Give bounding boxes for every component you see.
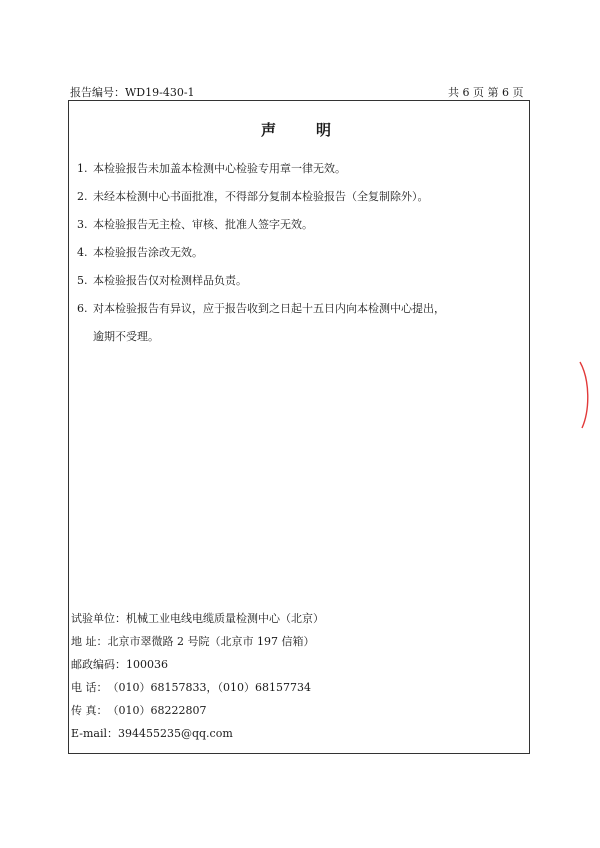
item-number: 6.: [77, 302, 88, 315]
list-item: [77, 245, 517, 260]
fax: [71, 703, 521, 726]
report-number: 报告编号：WD19-430-1: [70, 86, 195, 99]
item-text: 对本检验报告有异议，应于报告收到之日起十五日内向本检测中心提出，: [93, 302, 445, 315]
test-unit: [71, 611, 521, 634]
postcode: [71, 657, 521, 680]
address-value: 北京市翠微路 2 号院（北京市 197 信箱）: [107, 635, 315, 648]
item-number: 2.: [77, 190, 88, 203]
item-text: 未经本检测中心书面批准，不得部分复制本检验报告（全复制除外）。: [93, 190, 429, 203]
address: [71, 634, 521, 657]
postcode-label: 邮政编码：: [71, 658, 126, 671]
fax-value: （010）68222807: [107, 704, 207, 717]
list-item: [77, 217, 517, 232]
list-item: [77, 273, 517, 288]
address-label: 地 址：: [71, 635, 108, 648]
fax-label: 传 真：: [71, 704, 108, 717]
postcode-value: 100036: [126, 658, 168, 671]
item-text: 本检验报告未加盖本检测中心检验专用章一律无效。: [93, 162, 346, 175]
item-number: 5.: [77, 274, 88, 287]
item-text: 本检验报告涂改无效。: [93, 246, 203, 259]
list-item: [77, 161, 517, 176]
declaration-title: 声明: [260, 121, 371, 139]
test-unit-value: 机械工业电线电缆质量检测中心（北京）: [126, 612, 324, 625]
test-unit-label: 试验单位：: [71, 612, 126, 625]
email-value: 394455235@qq.com: [117, 727, 233, 740]
item-continuation: 逾期不受理。: [93, 330, 159, 343]
email: [71, 726, 521, 749]
list-item: [77, 301, 517, 344]
phone-value: （010）68157833，（010）68157734: [107, 681, 311, 694]
page-info: 共 6 页 第 6 页: [448, 86, 524, 99]
declaration-list: [77, 161, 517, 357]
contact-info: [71, 611, 521, 749]
item-number: 3.: [77, 218, 88, 231]
phone: [71, 680, 521, 703]
item-text: 本检验报告仅对检测样品负责。: [93, 274, 247, 287]
item-text: 本检验报告无主检、审核、批准人签字无效。: [93, 218, 313, 231]
declaration-frame: [68, 100, 530, 754]
phone-label: 电 话：: [71, 681, 108, 694]
email-label: E-mail：: [71, 727, 118, 740]
seal-edge-mark: [578, 360, 592, 430]
item-number: 1.: [77, 162, 88, 175]
item-number: 4.: [77, 246, 88, 259]
list-item: [77, 189, 517, 204]
